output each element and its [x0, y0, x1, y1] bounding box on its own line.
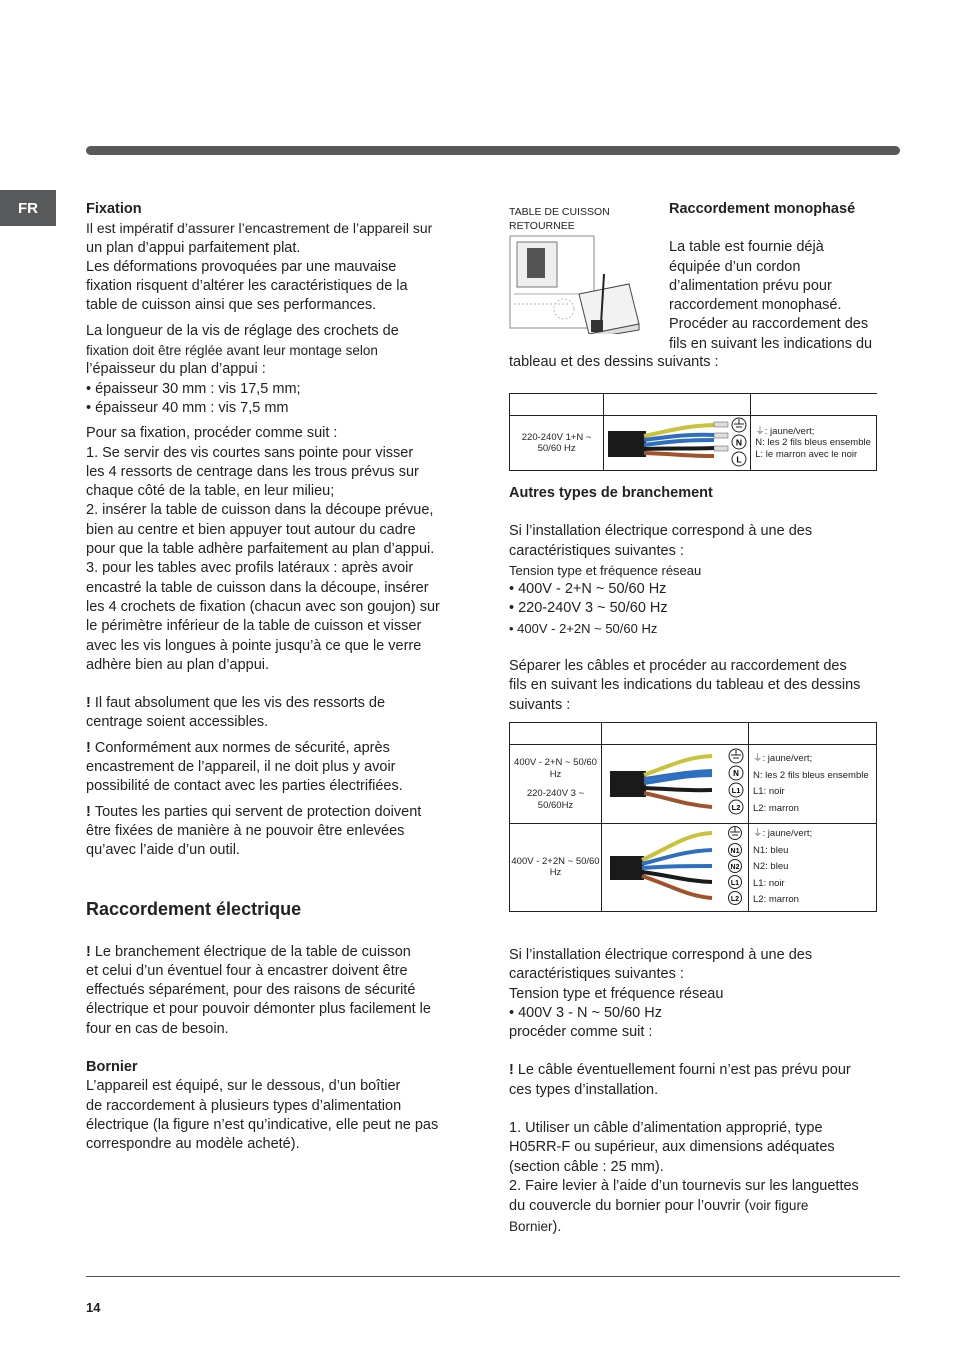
separer-line: fils en suivant les indications du tableau et des dessins [509, 677, 861, 694]
autres-bullet: • 220-240V 3 ~ 50/60 Hz [509, 600, 668, 617]
thickness-bullet: • épaisseur 40 mm : vis 7,5 mm [86, 399, 289, 416]
raccordement-line: four en cas de besoin. [86, 1020, 229, 1037]
cable-warning-line: ! Le câble éventuellement fourni n’est pas prévu pour [509, 1062, 851, 1079]
terminal-label: L2 [731, 803, 741, 812]
screw-length-line: fixation doit être réglée avant leur montage selon [86, 343, 378, 359]
mono-wiring-table [509, 393, 877, 471]
warning-line: ! Conformément aux normes de sécurité, après [86, 739, 390, 756]
earth-icon: ⏚ [755, 425, 765, 437]
si-line: • 400V 3 - N ~ 50/60 Hz [509, 1004, 662, 1021]
terminal-label: N2 [730, 864, 740, 872]
voltage-cell: 220-240V 1+N ~ 50/60 Hz [510, 416, 604, 471]
step-line: les 4 ressorts de centrage dans les trous prévus sur [86, 463, 419, 480]
hob-upside-down-figure [509, 234, 659, 334]
step-line: 3. pour les tables avec profils latéraux : après avoir [86, 560, 414, 577]
terminal-label: L1 [730, 880, 740, 888]
step-line: chaque côté de la table, en leur milieu; [86, 483, 335, 500]
warning-line: ! Il faut absolument que les vis des ressorts de [86, 695, 386, 712]
step-line: bien au centre et bien appuyer tout autour du cadre [86, 521, 416, 538]
raccordement-line: électrique et pour pouvoir démonter plus facilement le [86, 1001, 431, 1018]
terminal-label: N1 [730, 848, 740, 856]
fixation-heading: Fixation [86, 201, 142, 217]
fixation-line: Les déformations provoquées par une mauvaise [86, 258, 397, 275]
mono-line: fils en suivant les indications du [669, 335, 873, 352]
warning-line: ! Toutes les parties qui servent de protection doivent [86, 803, 422, 820]
terminal-label: L [736, 454, 742, 465]
warning-line: qu’avec l’aide d’un outil. [86, 842, 240, 859]
bornier-line: électrique (la figure n’est qu’indicative, elle peut ne pas [86, 1116, 439, 1133]
page-number: 14 [86, 1300, 101, 1315]
mono-line: La table est fournie déjà [669, 239, 824, 256]
earth-icon: ⏚ [753, 753, 763, 764]
bornier-line: de raccordement à plusieurs types d’alimentation [86, 1097, 402, 1114]
fixation-line: un plan d’appui parfaitement plat. [86, 239, 301, 256]
step-line: 2. insérer la table de cuisson dans la découpe prévue, [86, 502, 434, 519]
autres-text [509, 484, 889, 715]
raccordement-heading: Raccordement électrique [86, 898, 302, 919]
final-step-line: 1. Utiliser un câble d’alimentation approprié, type [509, 1120, 823, 1137]
mono-line: équipée d’un cordon [669, 258, 801, 275]
left-column [86, 200, 466, 1154]
terminal-label: L1 [731, 786, 741, 795]
step-line: Pour sa fixation, procéder comme suit : [86, 425, 338, 442]
step-line: 1. Se servir des vis courtes sans pointe pour visser [86, 444, 414, 461]
language-tab: FR [0, 190, 56, 226]
final-step-line: H05RR-F ou supérieur, aux dimensions adéquates [509, 1139, 835, 1156]
mono-heading: Raccordement monophasé [669, 201, 856, 217]
screw-length-line: l’épaisseur du plan d’appui : [86, 361, 266, 378]
voltage-cell: 400V - 2+2N ~ 50/60 Hz [510, 824, 602, 912]
autres-bullet: • 400V - 2+2N ~ 50/60 Hz [509, 620, 658, 636]
raccordement-line: ! Le branchement électrique de la table de cuisson [86, 943, 411, 960]
header-bar [86, 146, 900, 155]
voltage-cell: 400V - 2+N ~ 50/60 Hz 220-240V 3 ~ 50/60Hz [510, 745, 602, 824]
terminal-label: L2 [730, 896, 740, 904]
legend-cell: ⏚: jaune/vert; N: les 2 fils bleus ensemble L1: noir L2: marron [749, 745, 877, 824]
autres-line: Tension type et fréquence réseau [509, 562, 702, 578]
screw-length-line: La longueur de la vis de réglage des crochets de [86, 322, 399, 339]
warning-line: encastrement de l’appareil, il ne doit plus y avoir [86, 759, 396, 776]
fixation-line: Il est impératif d’assurer l’encastrement de l’appareil sur [86, 220, 433, 237]
final-step-line: du couvercle du bornier pour l’ouvrir (voir figure [509, 1198, 809, 1215]
fixation-line: table de cuisson ainsi que ses performances. [86, 297, 377, 314]
bornier-line: correspondre au modèle acheté). [86, 1136, 300, 1153]
si-line: Si l’installation électrique correspond à une des [509, 947, 813, 963]
si-line: procéder comme suit : [509, 1024, 653, 1041]
final-step-line: 2. Faire levier à l’aide d’un tournevis sur les languettes [509, 1177, 859, 1194]
step-line: encastré la table de cuisson dans la découpe, insérer [86, 579, 429, 596]
legend-cell: ⏚: jaune/vert; N1: bleu N2: bleu L1: noir L2: marron [749, 824, 877, 912]
si-line: caractéristiques suivantes : [509, 966, 684, 983]
autres-line: Si l’installation électrique correspond à une des [509, 523, 813, 540]
final-step-line: Bornier). [509, 1218, 562, 1235]
wire-diagram [602, 824, 749, 912]
legend-cell: ⏚: jaune/vert; N: les 2 fils bleus ensemble L: le marron avec le noir [751, 416, 877, 471]
autres-heading: Autres types de branchement [509, 485, 713, 501]
mono-line: raccordement monophasé. [669, 297, 842, 314]
step-line: les 4 crochets de fixation (chacun avec son goujon) sur [86, 598, 440, 615]
autres-bullet: • 400V - 2+N ~ 50/60 Hz [509, 581, 667, 598]
wire-diagram [604, 416, 751, 471]
terminal-label: N [736, 437, 743, 448]
step-line: le périmètre inférieur de la table de cuisson et visser [86, 618, 422, 635]
raccordement-line: effectués séparément, pour des raisons de sécurité [86, 982, 416, 999]
thickness-bullet: • épaisseur 30 mm : vis 17,5 mm; [86, 380, 301, 397]
footer-rule [86, 1276, 900, 1277]
separer-line: Séparer les câbles et procéder au raccordement des [509, 658, 847, 675]
mono-text [669, 200, 899, 354]
multi-wiring-table [509, 722, 877, 912]
earth-icon: ⏚ [753, 828, 763, 839]
step-line: avec les vis longues à pointe jusqu’à ce que le verre [86, 637, 422, 654]
mono-line: Procéder au raccordement des [669, 316, 869, 333]
bornier-heading: Bornier [86, 1058, 138, 1075]
cable-warning-line: ces types d’installation. [509, 1081, 659, 1098]
wire-diagram [602, 745, 749, 824]
step-line: pour que la table adhère parfaitement au plan d’appui. [86, 541, 435, 558]
si-line: Tension type et fréquence réseau [509, 985, 724, 1002]
warning-line: possibilité de contact avec les parties électrifiées. [86, 778, 403, 795]
warning-line: être fixées de manière à ne pouvoir être enlevées [86, 822, 405, 839]
fixation-line: fixation risquent d’altérer les caractéristiques de la [86, 278, 408, 295]
figure-caption: TABLE DE CUISSON RETOURNEE [509, 206, 610, 232]
autres-line: caractéristiques suivantes : [509, 542, 684, 559]
warning-line: centrage soient accessibles. [86, 714, 269, 731]
separer-line: suivants : [509, 696, 571, 713]
mono-line: d’alimentation prévu pour [669, 277, 832, 294]
mono-last-line: tableau et des dessins suivants : [509, 354, 719, 370]
terminal-label: N [733, 769, 739, 778]
step-line: adhère bien au plan d’appui. [86, 656, 270, 673]
final-step-line: (section câble : 25 mm). [509, 1158, 664, 1175]
final-text [509, 946, 889, 1237]
bornier-line: L’appareil est équipé, sur le dessous, d’un boîtier [86, 1078, 401, 1095]
raccordement-line: et celui d’un éventuel four à encastrer doivent être [86, 962, 408, 979]
